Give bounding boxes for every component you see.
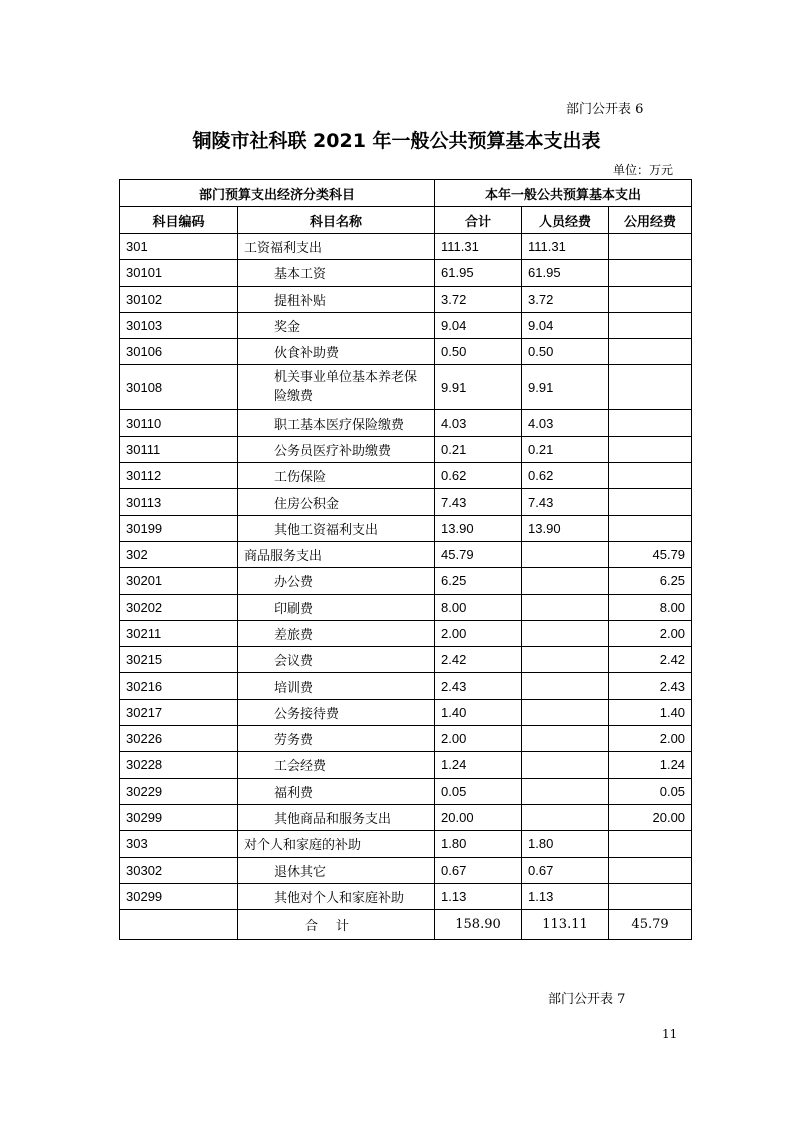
row-total: 45.79 — [435, 541, 522, 567]
row-name: 其他对个人和家庭补助 — [238, 883, 435, 909]
column-header-name: 科目名称 — [238, 207, 435, 234]
row-total: 0.21 — [435, 436, 522, 462]
table-row — [120, 339, 692, 365]
row-total: 9.91 — [435, 365, 522, 410]
row-public — [609, 831, 692, 857]
row-code: 30108 — [120, 365, 238, 410]
table-row — [120, 857, 692, 883]
row-personnel: 3.72 — [522, 286, 609, 312]
row-code: 30202 — [120, 594, 238, 620]
row-name: 提租补贴 — [238, 286, 435, 312]
row-public: 0.05 — [609, 778, 692, 804]
table-row — [120, 515, 692, 541]
table-row — [120, 620, 692, 646]
row-total: 8.00 — [435, 594, 522, 620]
table-row — [120, 778, 692, 804]
row-total: 13.90 — [435, 515, 522, 541]
row-code: 30113 — [120, 489, 238, 515]
table-row — [120, 436, 692, 462]
row-personnel — [522, 673, 609, 699]
table-row — [120, 831, 692, 857]
total-sum: 158.90 — [435, 910, 522, 940]
row-code: 30217 — [120, 699, 238, 725]
row-public: 2.00 — [609, 726, 692, 752]
unit-label: 单位：万元 — [613, 163, 674, 177]
row-personnel — [522, 752, 609, 778]
row-personnel — [522, 541, 609, 567]
table-row — [120, 312, 692, 338]
row-code: 30299 — [120, 804, 238, 830]
column-header-total: 合计 — [435, 207, 522, 234]
row-code: 30302 — [120, 857, 238, 883]
row-personnel: 9.04 — [522, 312, 609, 338]
row-code: 30101 — [120, 260, 238, 286]
row-public: 1.24 — [609, 752, 692, 778]
row-code: 30211 — [120, 620, 238, 646]
row-name: 机关事业单位基本养老保险缴费 — [238, 365, 435, 410]
row-code: 302 — [120, 541, 238, 567]
table-row — [120, 883, 692, 909]
row-total: 1.13 — [435, 883, 522, 909]
row-public — [609, 515, 692, 541]
row-total: 3.72 — [435, 286, 522, 312]
row-personnel: 9.91 — [522, 365, 609, 410]
classification-group-header: 部门预算支出经济分类科目 — [120, 180, 435, 207]
row-public — [609, 883, 692, 909]
row-total: 20.00 — [435, 804, 522, 830]
row-personnel — [522, 726, 609, 752]
row-public: 2.00 — [609, 620, 692, 646]
row-public — [609, 857, 692, 883]
total-row — [120, 910, 692, 940]
row-name: 商品服务支出 — [238, 541, 435, 567]
row-public: 45.79 — [609, 541, 692, 567]
row-name: 职工基本医疗保险缴费 — [238, 410, 435, 436]
row-total: 0.05 — [435, 778, 522, 804]
table-row — [120, 673, 692, 699]
row-personnel: 0.21 — [522, 436, 609, 462]
column-header-code: 科目编码 — [120, 207, 238, 234]
row-name: 工会经费 — [238, 752, 435, 778]
row-personnel: 0.67 — [522, 857, 609, 883]
row-name: 印刷费 — [238, 594, 435, 620]
row-personnel: 61.95 — [522, 260, 609, 286]
row-public: 20.00 — [609, 804, 692, 830]
row-name: 伙食补助费 — [238, 339, 435, 365]
row-public — [609, 436, 692, 462]
row-personnel — [522, 778, 609, 804]
total-public: 45.79 — [609, 910, 692, 940]
row-public — [609, 489, 692, 515]
row-total: 2.00 — [435, 620, 522, 646]
row-total: 1.24 — [435, 752, 522, 778]
row-name: 差旅费 — [238, 620, 435, 646]
page-title: 铜陵市社科联 2021 年一般公共预算基本支出表 — [192, 130, 601, 152]
row-public — [609, 312, 692, 338]
table-row — [120, 752, 692, 778]
table-number-label: 部门公开表 6 — [566, 102, 644, 117]
table-row — [120, 489, 692, 515]
row-total: 0.67 — [435, 857, 522, 883]
row-name: 会议费 — [238, 647, 435, 673]
row-personnel: 4.03 — [522, 410, 609, 436]
row-code: 30299 — [120, 883, 238, 909]
row-code: 30229 — [120, 778, 238, 804]
row-total: 61.95 — [435, 260, 522, 286]
row-name: 住房公积金 — [238, 489, 435, 515]
row-code: 30215 — [120, 647, 238, 673]
row-code: 30201 — [120, 568, 238, 594]
row-personnel: 0.62 — [522, 463, 609, 489]
row-public — [609, 234, 692, 260]
row-total: 7.43 — [435, 489, 522, 515]
table-row — [120, 234, 692, 260]
row-name: 劳务费 — [238, 726, 435, 752]
table-row — [120, 365, 692, 410]
row-code: 303 — [120, 831, 238, 857]
row-total: 2.00 — [435, 726, 522, 752]
row-public — [609, 339, 692, 365]
row-public — [609, 260, 692, 286]
row-code: 30199 — [120, 515, 238, 541]
row-public: 2.43 — [609, 673, 692, 699]
row-public: 1.40 — [609, 699, 692, 725]
row-name: 对个人和家庭的补助 — [238, 831, 435, 857]
row-personnel: 1.80 — [522, 831, 609, 857]
row-total: 0.62 — [435, 463, 522, 489]
column-header-public: 公用经费 — [609, 207, 692, 234]
row-code: 30103 — [120, 312, 238, 338]
table-row — [120, 726, 692, 752]
table-row — [120, 568, 692, 594]
row-name: 其他商品和服务支出 — [238, 804, 435, 830]
row-total: 9.04 — [435, 312, 522, 338]
row-public: 8.00 — [609, 594, 692, 620]
expenditure-group-header: 本年一般公共预算基本支出 — [435, 180, 692, 207]
row-personnel — [522, 647, 609, 673]
row-code: 30110 — [120, 410, 238, 436]
table-row — [120, 463, 692, 489]
group-header-row — [120, 180, 692, 207]
row-total: 111.31 — [435, 234, 522, 260]
row-personnel — [522, 568, 609, 594]
row-code: 30111 — [120, 436, 238, 462]
total-label: 合计 — [238, 910, 435, 940]
row-name: 退休其它 — [238, 857, 435, 883]
page-number: 11 — [662, 1027, 678, 1041]
row-public — [609, 410, 692, 436]
row-total: 2.43 — [435, 673, 522, 699]
row-name: 福利费 — [238, 778, 435, 804]
column-header-personnel: 人员经费 — [522, 207, 609, 234]
row-personnel: 7.43 — [522, 489, 609, 515]
row-total: 1.40 — [435, 699, 522, 725]
row-public — [609, 286, 692, 312]
table-row — [120, 410, 692, 436]
table-row — [120, 594, 692, 620]
row-personnel — [522, 804, 609, 830]
row-code: 30102 — [120, 286, 238, 312]
row-personnel — [522, 620, 609, 646]
row-public — [609, 365, 692, 410]
row-name: 办公费 — [238, 568, 435, 594]
column-header-row — [120, 207, 692, 234]
row-code: 30216 — [120, 673, 238, 699]
row-name: 其他工资福利支出 — [238, 515, 435, 541]
row-personnel — [522, 594, 609, 620]
row-name: 基本工资 — [238, 260, 435, 286]
row-total: 1.80 — [435, 831, 522, 857]
row-code: 301 — [120, 234, 238, 260]
row-name: 工资福利支出 — [238, 234, 435, 260]
row-code: 30228 — [120, 752, 238, 778]
row-public: 2.42 — [609, 647, 692, 673]
row-code: 30112 — [120, 463, 238, 489]
row-name: 公务员医疗补助缴费 — [238, 436, 435, 462]
row-personnel — [522, 699, 609, 725]
row-name: 公务接待费 — [238, 699, 435, 725]
row-personnel: 13.90 — [522, 515, 609, 541]
row-total: 0.50 — [435, 339, 522, 365]
row-personnel: 111.31 — [522, 234, 609, 260]
row-total: 4.03 — [435, 410, 522, 436]
row-total: 6.25 — [435, 568, 522, 594]
budget-table — [119, 179, 692, 940]
row-name: 奖金 — [238, 312, 435, 338]
row-name: 培训费 — [238, 673, 435, 699]
row-code: 30226 — [120, 726, 238, 752]
row-public: 6.25 — [609, 568, 692, 594]
table-row — [120, 647, 692, 673]
table-row — [120, 286, 692, 312]
table-row — [120, 699, 692, 725]
total-code-cell — [120, 910, 238, 940]
table-row — [120, 804, 692, 830]
table-row — [120, 541, 692, 567]
row-code: 30106 — [120, 339, 238, 365]
row-total: 2.42 — [435, 647, 522, 673]
row-personnel: 0.50 — [522, 339, 609, 365]
table-row — [120, 260, 692, 286]
row-public — [609, 463, 692, 489]
row-name: 工伤保险 — [238, 463, 435, 489]
row-personnel: 1.13 — [522, 883, 609, 909]
total-personnel: 113.11 — [522, 910, 609, 940]
next-table-label: 部门公开表 7 — [548, 992, 626, 1007]
